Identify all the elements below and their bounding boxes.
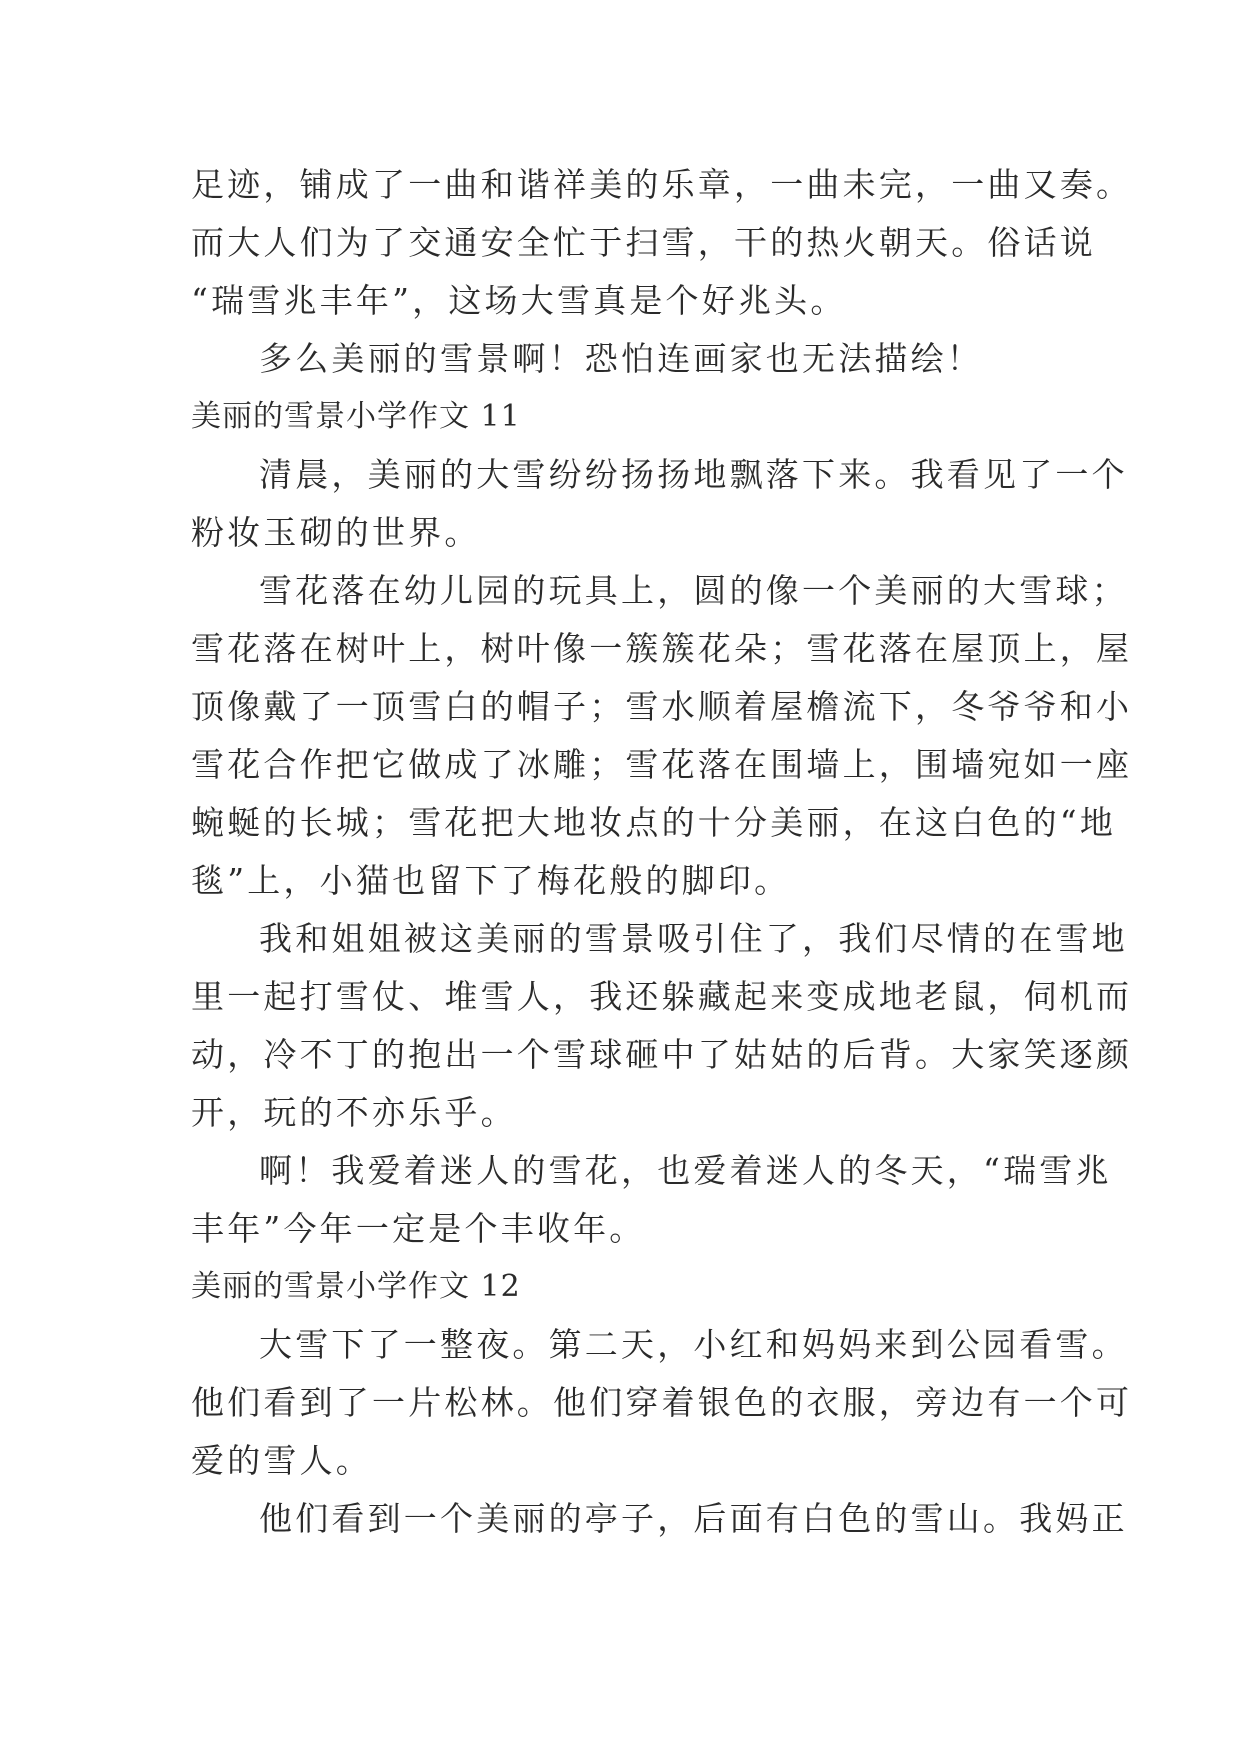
text-line: 开，玩的不亦乐乎。 <box>191 1093 517 1132</box>
text-line: 足迹，铺成了一曲和谐祥美的乐章，一曲未完，一曲又奏。 <box>191 165 1133 204</box>
text-line: 他们看到了一片松林。他们穿着银色的衣服，旁边有一个可 <box>191 1383 1133 1422</box>
text-line: 雪花合作把它做成了冰雕；雪花落在围墙上，围墙宛如一座 <box>191 745 1133 784</box>
text-line: 爱的雪人。 <box>191 1441 372 1480</box>
paragraph-first-line: 大雪下了一整夜。第二天，小红和妈妈来到公园看雪。 <box>259 1325 1128 1364</box>
text-line: 而大人们为了交通安全忙于扫雪，干的热火朝天。俗话说 <box>191 223 1096 262</box>
section-heading: 美丽的雪景小学作文 11 <box>191 399 521 434</box>
text-line: “瑞雪兆丰年”，这场大雪真是个好兆头。 <box>191 281 847 320</box>
text-line: 顶像戴了一顶雪白的帽子；雪水顺着屋檐流下，冬爷爷和小 <box>191 687 1133 726</box>
text-line: 雪花落在树叶上，树叶像一簇簇花朵；雪花落在屋顶上，屋 <box>191 629 1133 668</box>
text-line: 粉妆玉砌的世界。 <box>191 513 481 552</box>
paragraph-first-line: 他们看到一个美丽的亭子，后面有白色的雪山。我妈正 <box>259 1499 1128 1538</box>
paragraph-first-line: 清晨，美丽的大雪纷纷扬扬地飘落下来。我看见了一个 <box>259 455 1128 494</box>
paragraph-first-line: 我和姐姐被这美丽的雪景吸引住了，我们尽情的在雪地 <box>259 919 1128 958</box>
paragraph-first-line: 多么美丽的雪景啊！恐怕连画家也无法描绘！ <box>259 339 983 378</box>
text-line: 动，冷不丁的抱出一个雪球砸中了姑姑的后背。大家笑逐颜 <box>191 1035 1133 1074</box>
paragraph-first-line: 啊！我爱着迷人的雪花，也爱着迷人的冬天，“瑞雪兆 <box>259 1151 1112 1190</box>
text-line: 里一起打雪仗、堆雪人，我还躲藏起来变成地老鼠，伺机而 <box>191 977 1133 1016</box>
section-heading: 美丽的雪景小学作文 12 <box>191 1269 521 1304</box>
text-line: 毯”上，小猫也留下了梅花般的脚印。 <box>191 861 791 900</box>
text-line: 蜿蜒的长城；雪花把大地妆点的十分美丽，在这白色的“地 <box>191 803 1117 842</box>
paragraph-first-line: 雪花落在幼儿园的玩具上，圆的像一个美丽的大雪球； <box>259 571 1128 610</box>
text-line: 丰年”今年一定是个丰收年。 <box>191 1209 646 1248</box>
